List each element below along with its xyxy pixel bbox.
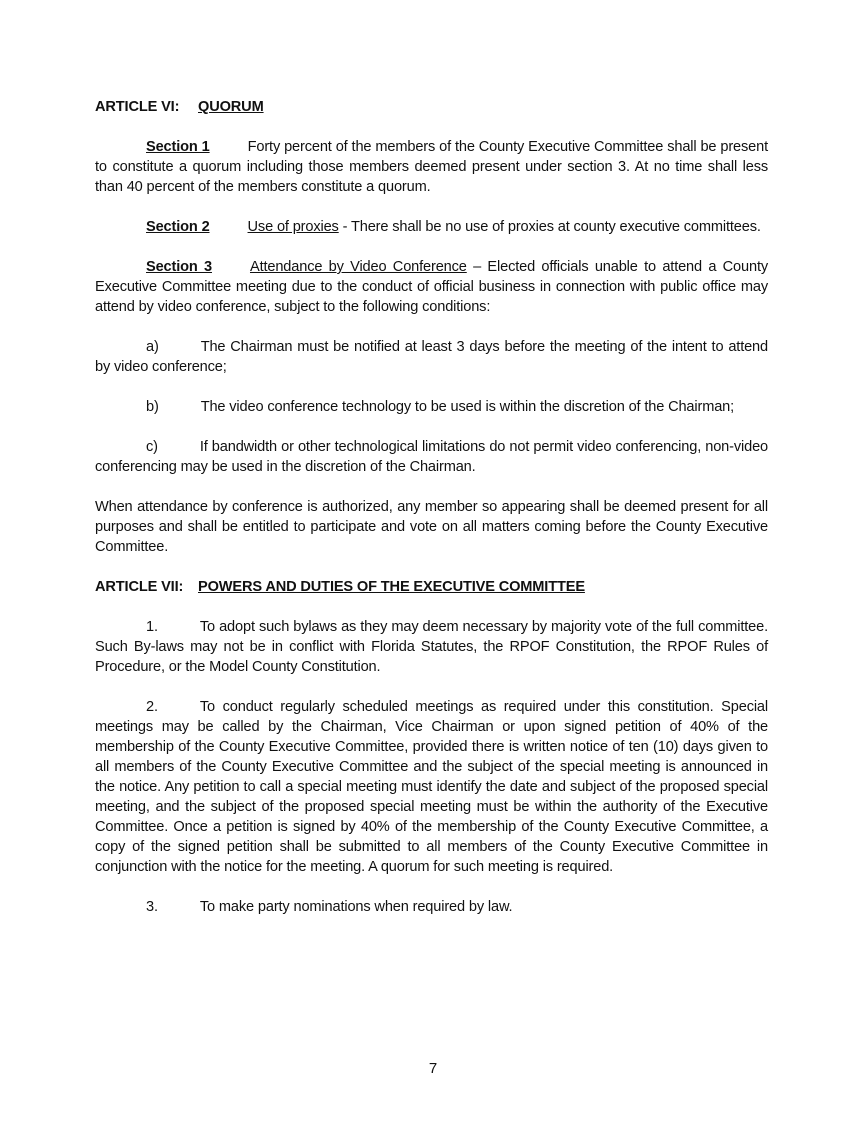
article-6-heading [95, 97, 768, 117]
section-3-paragraph [95, 257, 768, 317]
article-title: QUORUM [198, 99, 264, 115]
duty-item-1 [95, 617, 768, 677]
section-text: - There shall be no use of proxies at county executive committees. [338, 219, 761, 235]
article-7-heading [95, 577, 768, 597]
item-text: To adopt such bylaws as they may deem necessary by majority vote of the full committee. Such By-laws may not be in conflict with Florida Statutes, the RPOF Constitution, the RPOF Rules of Procedure, or the Model County Constitution. [95, 619, 768, 675]
article-title: POWERS AND DUTIES OF THE EXECUTIVE COMMITTEE [198, 579, 585, 595]
condition-text: If bandwidth or other technological limitations do not permit video conferencing, non-video conferencing may be used in the discretion of the Chairman. [95, 439, 768, 475]
article-label: ARTICLE VII: [95, 579, 184, 595]
page-number: 7 [428, 1060, 438, 1077]
section-title: Use of proxies [247, 219, 339, 235]
condition-c [95, 437, 768, 477]
condition-marker: b) [146, 399, 159, 415]
item-text: To make party nominations when required by law. [199, 899, 513, 915]
item-marker: 1. [146, 619, 158, 635]
item-marker: 3. [146, 899, 158, 915]
article-label: ARTICLE VI: [95, 99, 180, 115]
condition-b [95, 397, 768, 417]
item-marker: 2. [146, 699, 158, 715]
duty-item-3 [95, 897, 768, 917]
section-2-paragraph [95, 217, 768, 237]
closing-paragraph: When attendance by conference is authorized, any member so appearing shall be deemed present for all purposes and shall be entitled to participate and vote on all matters coming before the County Executive Committee. [95, 499, 768, 555]
condition-text: The video conference technology to be used is within the discretion of the Chairman; [200, 399, 735, 415]
section-1-paragraph [95, 137, 768, 197]
section-label: Section 3 [146, 259, 212, 275]
section-label: Section 1 [146, 139, 210, 155]
condition-text: The Chairman must be notified at least 3 days before the meeting of the intent to attend by video conference; [95, 339, 768, 375]
section-title: Attendance by Video Conference [249, 259, 467, 275]
condition-marker: c) [146, 439, 158, 455]
condition-a [95, 337, 768, 377]
condition-marker: a) [146, 339, 159, 355]
section-label: Section 2 [146, 219, 210, 235]
duty-item-2 [95, 697, 768, 877]
section-text: Forty percent of the members of the County Executive Committee shall be present to constitute a quorum including those members deemed present under section 3. At no time shall less than 40 percent of the members constitute a quorum. [95, 139, 768, 195]
document-page [95, 97, 768, 917]
item-text: To conduct regularly scheduled meetings as required under this constitution. Special meetings may be called by the Chairman, Vice Chairman or upon signed petition of 40% of the membership of the County Executive Committee, provided there is written notice of ten (10) days given to all members of the County Executive Committee and the subject of the special meeting is announced in the notice. Any petition to call a special meeting must identify the date and subject of the proposed special meeting, and the subject of the proposed special meeting must be within the authority of the Executive Committee. Once a petition is signed by 40% of the membership of the County Executive Committee, a copy of the signed petition shall be submitted to all members of the County Executive Committee in conjunction with the notice for the meeting. A quorum for such meeting is required. [95, 699, 768, 875]
section-text: – Elected officials unable to attend a County Executive Committee meeting due to the conduct of official business in connection with public office may attend by video conference, subject to the following conditions: [95, 259, 769, 315]
